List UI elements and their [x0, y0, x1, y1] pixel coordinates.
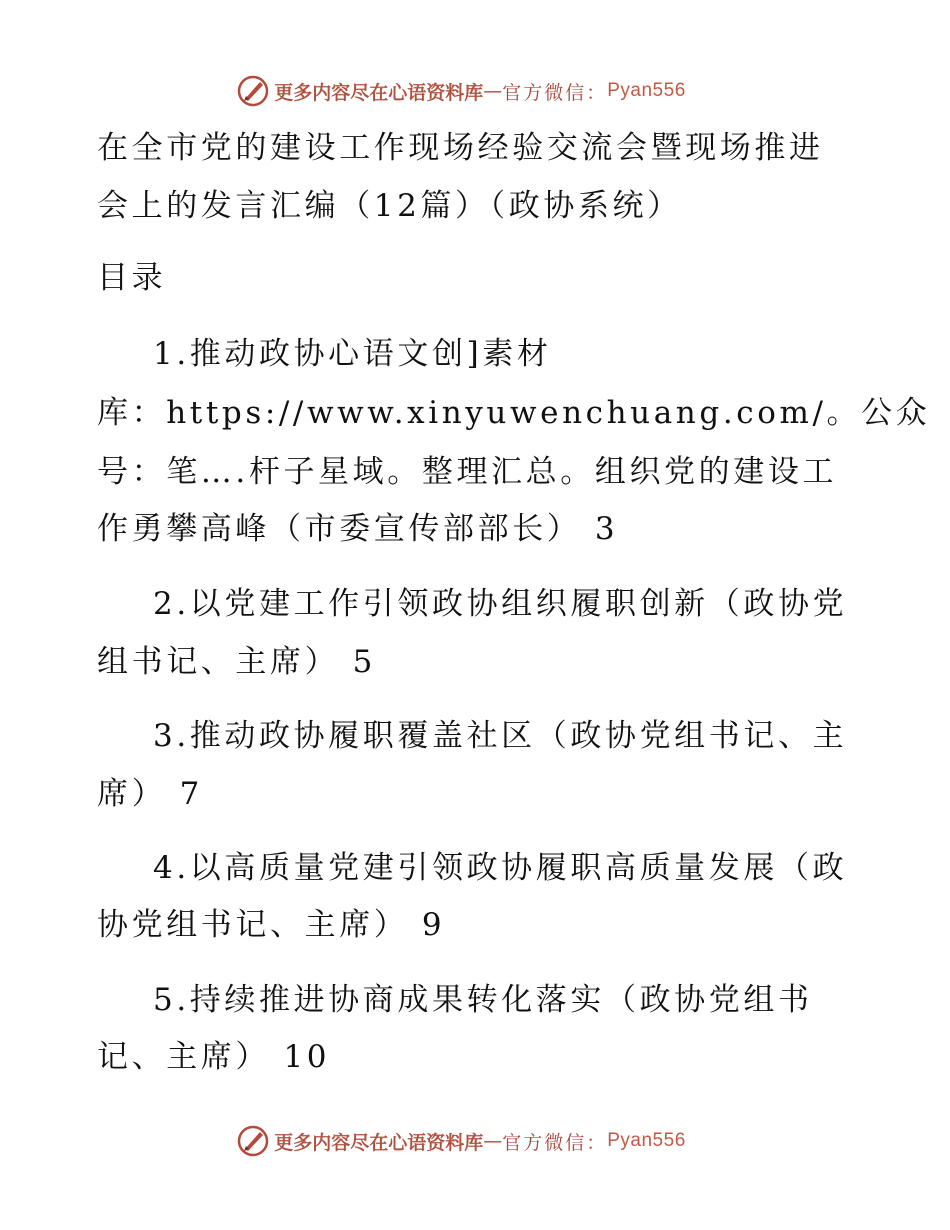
watermark-dash: —	[483, 1130, 503, 1152]
watermark-brand-text: 更多内容尽在心语资料库	[274, 81, 484, 104]
watermark-brand-text: 更多内容尽在心语资料库	[274, 1131, 484, 1154]
quill-pen-stamp-icon	[236, 1124, 270, 1158]
toc-entry-5-line-1: 5.持续推进协商成果转化落实（政协党组书	[153, 982, 813, 1018]
watermark-official-label: 官方微信：	[502, 1131, 608, 1154]
watermark-official-label: 官方微信：	[502, 81, 608, 104]
toc-entry-3-line-1: 3.推动政协履职覆盖社区（政协党组书记、主	[153, 718, 848, 754]
toc-entry-1-line-4: 作勇攀高峰（市委宣传部部长） 3	[97, 511, 619, 547]
quill-pen-stamp-icon	[236, 74, 270, 108]
header-watermark	[0, 71, 950, 111]
watermark-wechat-id: Pyan556	[607, 80, 686, 101]
toc-heading: 目录	[97, 260, 167, 296]
toc-entry-2-line-1: 2.以党建工作引领政协组织履职创新（政协党	[153, 586, 848, 622]
toc-entry-1-line-2: 库：https://www.xinyuwenchuang.com/。公众	[97, 395, 931, 431]
toc-entry-4-line-2: 协党组书记、主席） 9	[97, 907, 446, 943]
document-title-line-2: 会上的发言汇编（12篇）（政协系统）	[97, 188, 682, 224]
document-title-line-1: 在全市党的建设工作现场经验交流会暨现场推进	[97, 130, 824, 166]
footer-watermark	[0, 1121, 950, 1161]
toc-entry-1-line-1: 1.推动政协心语文创]素材	[153, 336, 552, 372]
toc-entry-3-line-2: 席） 7	[97, 776, 203, 812]
toc-entry-5-line-2: 记、主席） 10	[97, 1039, 331, 1075]
watermark-dash: —	[483, 80, 503, 102]
watermark-wechat-id: Pyan556	[607, 1130, 686, 1151]
toc-entry-4-line-1: 4.以高质量党建引领政协履职高质量发展（政	[153, 850, 848, 886]
toc-entry-2-line-2: 组书记、主席） 5	[97, 644, 376, 680]
toc-entry-1-line-3: 号：笔….杆子星域。整理汇总。组织党的建设工	[97, 454, 838, 490]
